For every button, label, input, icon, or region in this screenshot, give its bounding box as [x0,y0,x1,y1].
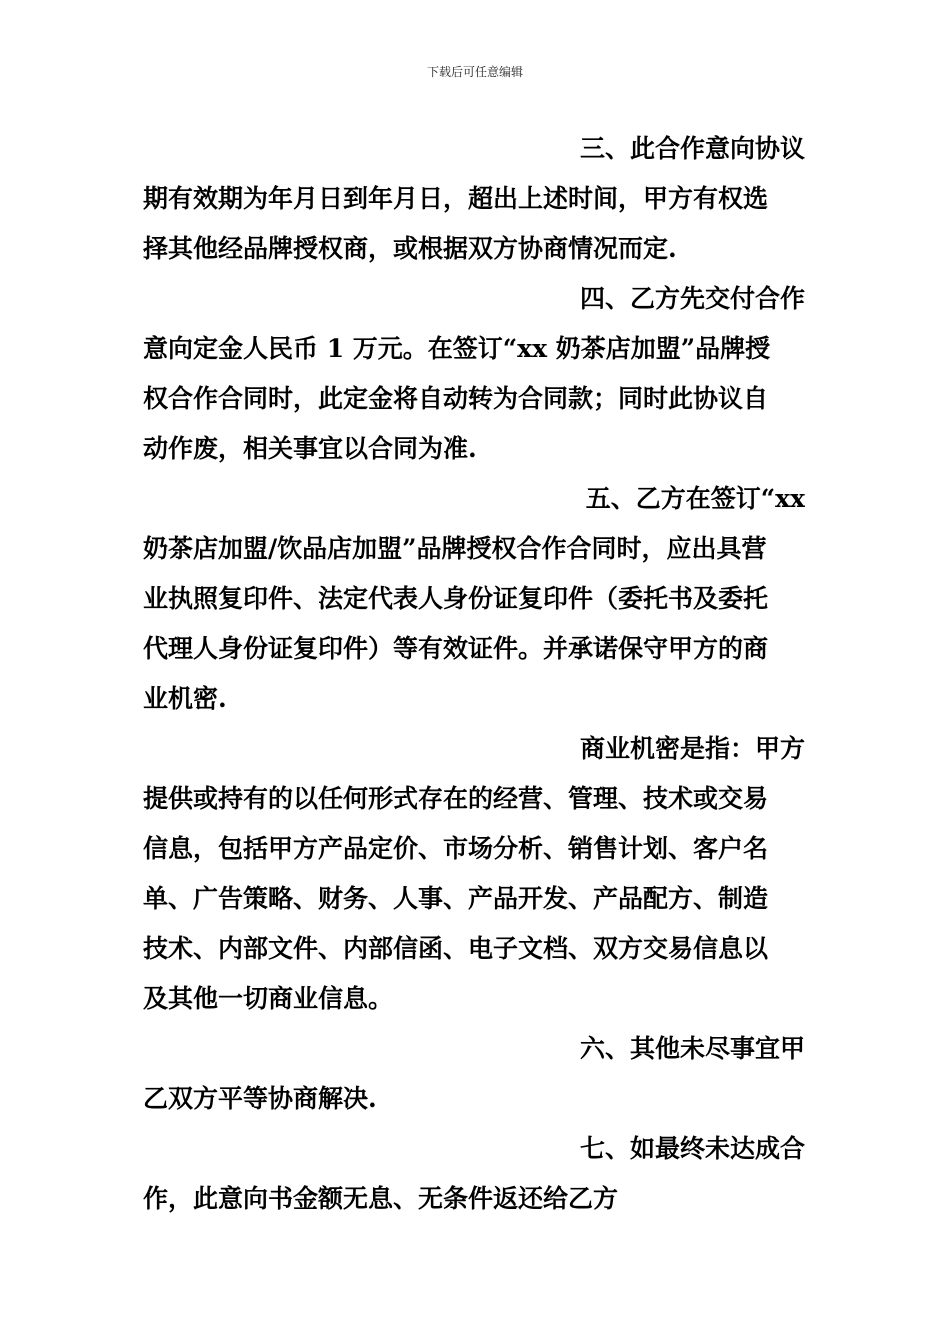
clause-6-heading: 六、其他未尽事宜甲 [579,1034,805,1063]
trade-secret-line-5: 及其他一切商业信息。 [143,984,394,1013]
trade-secret-line-2: 信息，包括甲方产品定价、市场分析、销售计划、客户名 [143,834,769,863]
clause-3-line-2: 择其他经品牌授权商，或根据双方协商情况而定. [143,234,677,263]
clause-6-line-1: 乙双方平等协商解决. [143,1084,377,1113]
page-header: 下载后可任意编辑 [426,65,523,79]
clause-3-line-1: 期有效期为年月日到年月日，超出上述时间，甲方有权选 [143,184,769,213]
clause-5-line-1: 奶茶店加盟/饮品店加盟”品牌授权合作合同时，应出具营 [143,534,767,563]
trade-secret-line-1: 提供或持有的以任何形式存在的经营、管理、技术或交易 [143,784,769,813]
clause-7-heading: 七、如最终未达成合 [579,1134,805,1163]
clause-4-line-1: 意向定金人民币 1 万元。在签订“xx 奶茶店加盟”品牌授 [143,334,771,363]
clause-4-line-2: 权合作合同时，此定金将自动转为合同款；同时此协议自 [143,384,769,413]
clause-7-line-1: 作，此意向书金额无息、无条件返还给乙方 [143,1184,619,1213]
trade-secret-line-3: 单、广告策略、财务、人事、产品开发、产品配方、制造 [143,884,769,913]
clause-5-line-3: 代理人身份证复印件）等有效证件。并承诺保守甲方的商 [143,634,769,663]
trade-secret-line-4: 技术、内部文件、内部信函、电子文档、双方交易信息以 [143,934,769,963]
clause-4-line-3: 动作废，相关事宜以合同为准. [143,434,477,463]
clause-5-heading: 五、乙方在签订“xx [585,484,805,513]
clause-5-line-2: 业执照复印件、法定代表人身份证复印件（委托书及委托 [143,584,769,613]
clause-3-heading: 三、此合作意向协议 [579,134,805,163]
clause-4-heading: 四、乙方先交付合作 [579,284,805,313]
clause-5-line-4: 业机密. [143,684,227,713]
trade-secret-heading: 商业机密是指：甲方 [579,734,805,763]
